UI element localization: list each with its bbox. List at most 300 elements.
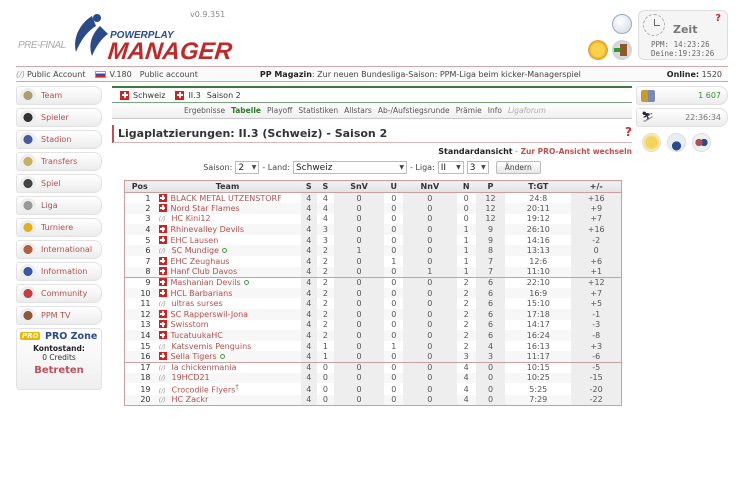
tab-playoff[interactable]: Playoff xyxy=(267,106,293,115)
cell-pos: 16 xyxy=(125,351,155,362)
team-link[interactable]: Mashanian Devils xyxy=(170,278,241,288)
cell-wins: 4 xyxy=(317,203,334,214)
sidebar-item-label: Stadion xyxy=(41,135,72,144)
change-button[interactable]: Ändern xyxy=(496,161,541,174)
cell-team xyxy=(155,330,301,341)
sidebar-item-label: Liga xyxy=(41,201,58,210)
friends-icon[interactable] xyxy=(692,133,711,152)
cell-ot-wins: 0 xyxy=(334,214,385,225)
table-row xyxy=(125,298,622,309)
cell-points: 6 xyxy=(476,298,505,309)
cell-losses: 0 xyxy=(463,214,469,224)
team-link[interactable]: HC Zackr xyxy=(171,395,209,405)
cell-team xyxy=(155,298,301,309)
breadcrumb-country[interactable]: Schweiz xyxy=(133,90,166,100)
cell-ot-wins: 0 xyxy=(334,224,385,235)
sidebar xyxy=(16,86,102,390)
table-row xyxy=(125,203,622,214)
cell-diff: -15 xyxy=(571,373,621,384)
training-timer-box[interactable] xyxy=(636,108,728,127)
cell-points: 8 xyxy=(476,245,505,256)
cell-points: 6 xyxy=(476,277,505,288)
team-link[interactable]: Katsvemis Penguins xyxy=(171,341,252,351)
magazin-label: PP Magazin xyxy=(259,69,312,79)
cell-ties: 0 xyxy=(384,309,403,320)
account-link[interactable]: Public Account xyxy=(26,69,86,79)
swiss-flag-icon xyxy=(159,257,167,265)
table-row xyxy=(125,373,622,384)
sidebar-item-community[interactable] xyxy=(16,284,102,303)
table-row xyxy=(125,277,622,288)
cell-losses: 2 xyxy=(457,330,476,341)
country-value: Schweiz xyxy=(295,162,333,173)
public-account-icon: (∕) xyxy=(158,215,166,224)
cell-ot-losses: 0 xyxy=(403,395,456,406)
cell-diff: -2 xyxy=(571,235,621,246)
cell-goals: 19:12 xyxy=(526,214,550,224)
cell-games: 4 xyxy=(301,193,318,204)
money-value: 1 607 xyxy=(698,91,721,100)
tab-info[interactable]: Info xyxy=(487,106,502,115)
settings-sun-icon[interactable] xyxy=(588,40,608,60)
cell-losses: 1 xyxy=(457,224,476,235)
cell-losses: 2 xyxy=(457,277,476,288)
table-row xyxy=(125,256,622,267)
pro-enter-link[interactable]: Betreten xyxy=(34,365,84,376)
cell-diff: -3 xyxy=(571,320,621,331)
cell-pos: 4 xyxy=(125,224,155,235)
cell-ties: 0 xyxy=(391,193,397,203)
cell-ties: 0 xyxy=(384,330,403,341)
team-link[interactable]: EHC Zeughaus xyxy=(170,256,230,266)
cell-pos: 1 xyxy=(145,193,151,203)
standings-table xyxy=(124,180,622,406)
table-row xyxy=(125,214,622,225)
standings-body xyxy=(125,193,622,406)
sidebar-item-label: Community xyxy=(41,289,88,298)
sidebar-item-stadion[interactable] xyxy=(16,130,102,149)
cell-ot-wins: 0 xyxy=(334,267,385,278)
cell-team xyxy=(155,395,301,406)
cell-goals: 26:10 xyxy=(505,224,571,235)
table-row xyxy=(125,395,622,406)
cell-pos: 18 xyxy=(125,373,155,384)
team-link[interactable]: BLACK METAL UTZENSTORF xyxy=(170,193,282,203)
cell-team xyxy=(155,351,301,362)
cell-games: 4 xyxy=(301,362,318,373)
cell-points: 0 xyxy=(476,383,505,395)
mail-icon[interactable] xyxy=(642,133,661,152)
cell-diff: +6 xyxy=(571,256,621,267)
team-link[interactable]: HC Kini12 xyxy=(171,214,211,224)
sidebar-item-label: International xyxy=(41,245,93,254)
tab-ab-aufstiegsrunde[interactable]: Ab-/Aufstiegsrunde xyxy=(377,106,450,115)
tab-ligaforum[interactable]: Ligaforum xyxy=(507,106,546,115)
cell-team xyxy=(155,245,301,256)
cell-pos: 10 xyxy=(125,288,155,299)
col-goals: T:GT xyxy=(505,181,571,193)
cell-team xyxy=(155,267,301,278)
cell-team xyxy=(155,288,301,299)
cell-pos: 7 xyxy=(145,256,151,266)
cell-ot-wins: 0 xyxy=(334,288,385,299)
col-losses: N xyxy=(457,181,476,193)
cell-points: 9 xyxy=(476,235,505,246)
swiss-flag-icon xyxy=(159,331,167,339)
cell-losses: 2 xyxy=(463,299,469,309)
cell-diff: +9 xyxy=(571,203,621,214)
team-link[interactable]: 19HCD21 xyxy=(171,373,210,383)
cell-ties: 1 xyxy=(391,256,397,266)
cell-goals: 12:6 xyxy=(529,256,548,266)
tab-statistiken[interactable]: Statistiken xyxy=(298,106,339,115)
cell-ot-wins: 1 xyxy=(334,245,385,256)
cell-ties: 0 xyxy=(384,351,403,362)
cell-diff: -22 xyxy=(571,395,621,406)
cell-losses: 1 xyxy=(463,256,469,266)
chevron-down-icon: ▼ xyxy=(399,164,404,171)
online-count xyxy=(667,70,722,79)
cell-team xyxy=(155,224,301,235)
table-row xyxy=(125,351,622,362)
team-link[interactable]: Sella Tigers xyxy=(170,351,217,361)
cell-ties: 0 xyxy=(384,288,403,299)
sidebar-item-spieler[interactable] xyxy=(16,108,102,127)
cell-wins: 3 xyxy=(317,224,334,235)
cell-goals: 7:29 xyxy=(505,395,571,406)
cell-losses: 3 xyxy=(457,351,476,362)
pro-badge-icon: PRO xyxy=(22,332,39,340)
cell-diff: +16 xyxy=(571,193,621,204)
tv-icon xyxy=(20,308,36,323)
cell-points: 6 xyxy=(476,309,505,320)
version-label: v0.9.351 xyxy=(190,10,226,19)
team-link[interactable]: TucatuukaHC xyxy=(170,331,223,341)
international-icon xyxy=(20,242,36,257)
cell-ot-wins: 0 xyxy=(334,256,385,267)
public-account-icon: (∕) xyxy=(158,342,166,351)
pro-zone-title: PRO Zone xyxy=(45,331,98,342)
cell-ties: 0 xyxy=(391,320,397,330)
page-title-text: Ligaplatzierungen: II.3 (Schweiz) - Saison 2 xyxy=(118,127,388,140)
team-link[interactable]: SC Mundige xyxy=(171,246,220,256)
money-icon xyxy=(641,90,655,102)
cell-ot-losses: 0 xyxy=(403,341,456,352)
own-time: Deine:19:23:26 xyxy=(651,49,715,58)
group-select[interactable] xyxy=(467,161,489,174)
cell-goals: 16:13 xyxy=(526,341,550,351)
cell-ties: 0 xyxy=(384,362,403,373)
logo-powerplay[interactable]: POWERPLAY xyxy=(110,30,174,41)
table-row xyxy=(125,330,622,341)
pro-credits-value: 0 Credits xyxy=(42,353,76,362)
trophy-icon xyxy=(20,220,36,235)
team-link[interactable]: Nord Star Flames xyxy=(170,203,240,213)
country-select[interactable] xyxy=(293,161,407,174)
cell-losses: 2 xyxy=(463,341,469,351)
cell-pos: 2 xyxy=(125,203,155,214)
cell-losses: 4 xyxy=(463,384,469,394)
breadcrumb-league[interactable]: II.3 xyxy=(188,90,201,100)
team-link[interactable]: Swisstom xyxy=(170,320,209,330)
cell-games: 4 xyxy=(301,214,318,225)
cell-team xyxy=(155,309,301,320)
league-select[interactable] xyxy=(438,161,464,174)
cell-goals: 10:25 xyxy=(505,373,571,384)
sidebar-item-label: Turniere xyxy=(41,223,74,232)
info-bar xyxy=(16,66,728,82)
cell-wins: 2 xyxy=(322,320,328,330)
cell-team xyxy=(155,341,301,352)
swiss-flag-icon xyxy=(175,91,184,100)
magazin-text: : Zur neuen Bundesliga-Saison: PPM-Liga beim kicker-Managerspiel xyxy=(311,69,581,79)
cell-points: 7 xyxy=(476,256,505,267)
cell-diff: -20 xyxy=(571,383,621,395)
game-icon xyxy=(20,176,36,191)
cell-goals: 14:16 xyxy=(526,235,550,245)
cell-wins: 4 xyxy=(322,214,328,224)
cell-goals: 16:24 xyxy=(505,330,571,341)
team-link[interactable]: Hanf Club Davos xyxy=(170,267,238,277)
cell-ot-losses: 0 xyxy=(403,193,456,204)
table-row xyxy=(125,224,622,235)
cell-losses: 4 xyxy=(457,395,476,406)
team-link[interactable]: ultras surses xyxy=(171,299,223,309)
team-link[interactable]: HCL Barbarians xyxy=(170,288,233,298)
country-label: - Land: xyxy=(262,163,290,172)
cell-games: 4 xyxy=(301,383,318,395)
cell-games: 4 xyxy=(301,341,318,352)
cell-ot-wins: 0 xyxy=(334,373,385,384)
clock-widget xyxy=(638,10,728,60)
cell-ot-losses: 0 xyxy=(403,288,456,299)
cell-points: 6 xyxy=(476,320,505,331)
tab-ergebnisse[interactable]: Ergebnisse xyxy=(184,106,226,115)
cell-ot-losses: 0 xyxy=(403,235,456,246)
sidebar-item-international[interactable] xyxy=(16,240,102,259)
cell-pos: 5 xyxy=(145,235,151,245)
pro-zone-box xyxy=(16,328,102,390)
col-points: P xyxy=(476,181,505,193)
cell-ot-wins: 0 xyxy=(334,193,385,204)
cell-goals: 10:15 xyxy=(505,362,571,373)
col-pos: Pos xyxy=(125,181,155,193)
team-icon xyxy=(20,88,36,103)
cell-pos: 12 xyxy=(125,309,155,320)
table-row xyxy=(125,383,622,395)
cell-points: 12 xyxy=(476,214,505,225)
chevron-down-icon: ▼ xyxy=(456,164,461,171)
team-link[interactable]: Crocodile Flyers xyxy=(171,385,236,395)
cell-ties: 0 xyxy=(391,235,397,245)
col-team: Team xyxy=(155,181,301,193)
cell-wins: 4 xyxy=(322,193,328,203)
table-row xyxy=(125,245,622,256)
cell-games: 4 xyxy=(301,203,318,214)
cell-games: 4 xyxy=(301,245,318,256)
main-content xyxy=(112,86,632,406)
table-row xyxy=(125,288,622,299)
ssl-icon[interactable] xyxy=(612,14,632,34)
table-header-row xyxy=(125,181,622,193)
cell-ties: 0 xyxy=(391,384,397,394)
cell-wins: 2 xyxy=(317,330,334,341)
table-row xyxy=(125,309,622,320)
training-icon: ⛷ xyxy=(641,111,654,123)
swiss-flag-icon xyxy=(159,267,167,275)
cell-points: 6 xyxy=(476,288,505,299)
clock-help-icon[interactable]: ? xyxy=(715,13,721,24)
sidebar-item-team[interactable] xyxy=(16,86,102,105)
cell-ot-losses: 0 xyxy=(403,224,456,235)
tab-praemie[interactable]: Prämie xyxy=(455,106,482,115)
cell-games: 4 xyxy=(301,309,318,320)
cell-wins: 2 xyxy=(317,288,334,299)
sidebar-item-information[interactable] xyxy=(16,262,102,281)
sidebar-item-label: Spiel xyxy=(41,179,61,188)
cell-ties: 0 xyxy=(384,245,403,256)
cell-games: 4 xyxy=(301,395,318,406)
help-icon[interactable]: ? xyxy=(625,125,632,139)
logout-door-icon[interactable] xyxy=(612,40,632,60)
clock-title: Zeit xyxy=(673,23,698,36)
cell-ties: 0 xyxy=(384,224,403,235)
cell-games: 4 xyxy=(301,256,318,267)
cell-ot-losses: 0 xyxy=(403,277,456,288)
breadcrumb xyxy=(112,86,632,103)
cell-ot-wins: 0 xyxy=(334,351,385,362)
cell-ot-losses: 0 xyxy=(403,245,456,256)
cell-diff: -1 xyxy=(571,309,621,320)
prefinal-label: PRE-FINAL xyxy=(18,40,66,51)
chevron-down-icon: ▼ xyxy=(481,164,486,171)
sidebar-item-turniere[interactable] xyxy=(16,218,102,237)
sidebar-item-label: Team xyxy=(41,91,63,100)
page-title xyxy=(112,125,632,143)
team-link[interactable]: SC Rapperswil-Jona xyxy=(170,309,249,319)
magazin-link[interactable] xyxy=(260,70,581,79)
cell-diff: -5 xyxy=(571,362,621,373)
cell-wins: 0 xyxy=(322,384,328,394)
tab-tabelle[interactable]: Tabelle xyxy=(231,106,261,115)
cell-wins: 0 xyxy=(317,373,334,384)
ppm-time: PPM: 14:23:26 xyxy=(651,40,710,49)
breadcrumb-season[interactable]: Saison 2 xyxy=(206,90,241,100)
sidebar-item-ppm-tv[interactable] xyxy=(16,306,102,325)
cell-games: 4 xyxy=(301,267,318,278)
cell-ot-wins: 0 xyxy=(334,298,385,309)
view-separator: - xyxy=(512,147,521,156)
table-row xyxy=(125,267,622,278)
league-icon xyxy=(20,198,36,213)
cell-games: 4 xyxy=(301,373,318,384)
cell-losses: 1 xyxy=(463,235,469,245)
sidebar-item-label: Transfers xyxy=(41,157,78,166)
cell-games: 4 xyxy=(301,330,318,341)
quick-icons xyxy=(636,133,728,152)
community-icon xyxy=(20,286,36,301)
cell-losses: 0 xyxy=(463,193,469,203)
cell-games: 4 xyxy=(301,351,318,362)
training-timer-value: 22:36:34 xyxy=(685,113,721,122)
col-ot-wins: SnV xyxy=(334,181,385,193)
cell-ot-losses: 0 xyxy=(403,351,456,362)
cell-goals: 22:10 xyxy=(505,277,571,288)
sidebar-item-liga[interactable] xyxy=(16,196,102,215)
col-ties: U xyxy=(384,181,403,193)
logo-manager[interactable]: MANAGER xyxy=(106,38,234,65)
cell-goals: 14:17 xyxy=(526,320,550,330)
cell-goals: 5:25 xyxy=(529,384,548,394)
cell-pos: 9 xyxy=(125,277,155,288)
season-label: Saison: xyxy=(203,163,233,172)
cell-wins: 2 xyxy=(317,277,334,288)
online-label: Online: xyxy=(666,69,700,79)
cell-wins: 2 xyxy=(322,299,328,309)
cell-ot-wins: 0 xyxy=(334,235,385,246)
swiss-flag-icon xyxy=(120,91,129,100)
swiss-flag-icon xyxy=(159,320,167,328)
cell-ot-losses: 0 xyxy=(403,383,456,395)
cell-ot-wins: 0 xyxy=(334,309,385,320)
cell-points: 3 xyxy=(476,351,505,362)
chat-icon[interactable] xyxy=(667,133,686,152)
team-link[interactable]: EHC Lausen xyxy=(170,235,219,245)
season-value: 2 xyxy=(238,162,245,173)
cell-diff: +16 xyxy=(571,224,621,235)
col-diff: +/- xyxy=(571,181,621,193)
team-link[interactable]: Rhinevalley Devils xyxy=(170,225,245,235)
cell-diff: -8 xyxy=(571,330,621,341)
cell-goals: 20:11 xyxy=(505,203,571,214)
tab-allstars[interactable]: Allstars xyxy=(344,106,372,115)
cell-points: 6 xyxy=(476,330,505,341)
cell-goals: 17:18 xyxy=(505,309,571,320)
cell-diff: +1 xyxy=(571,267,621,278)
league-value: II xyxy=(440,162,447,173)
cell-ot-wins: 0 xyxy=(334,383,385,395)
cell-team xyxy=(155,373,301,384)
cell-pos: 15 xyxy=(140,341,151,351)
team-link[interactable]: la chickenmania xyxy=(171,363,237,373)
table-row xyxy=(125,235,622,246)
league-label: - Liga: xyxy=(409,163,435,172)
public-account-icon: (∕) xyxy=(158,247,166,256)
online-status-icon xyxy=(222,248,227,253)
sidebar-item-transfers[interactable] xyxy=(16,152,102,171)
filter-form xyxy=(112,161,632,174)
money-box[interactable] xyxy=(636,86,728,105)
cell-team xyxy=(155,203,301,214)
cell-pos: 13 xyxy=(140,320,151,330)
player-icon xyxy=(20,110,36,125)
transfers-icon xyxy=(20,154,36,169)
header xyxy=(0,0,740,66)
col-wins: S xyxy=(317,181,334,193)
cell-games: 4 xyxy=(301,320,318,331)
swiss-flag-icon xyxy=(159,289,167,297)
cell-losses: 2 xyxy=(457,309,476,320)
pro-view-link[interactable]: Zur PRO-Ansicht wechseln xyxy=(520,147,632,156)
season-select[interactable] xyxy=(235,161,259,174)
cell-goals: 11:17 xyxy=(505,351,571,362)
cell-losses: 4 xyxy=(457,362,476,373)
sidebar-item-spiel[interactable] xyxy=(16,174,102,193)
version-link[interactable]: V.180 xyxy=(109,69,132,79)
swiss-flag-icon xyxy=(159,352,167,360)
cell-pos: 17 xyxy=(125,362,155,373)
cell-wins: 0 xyxy=(317,362,334,373)
